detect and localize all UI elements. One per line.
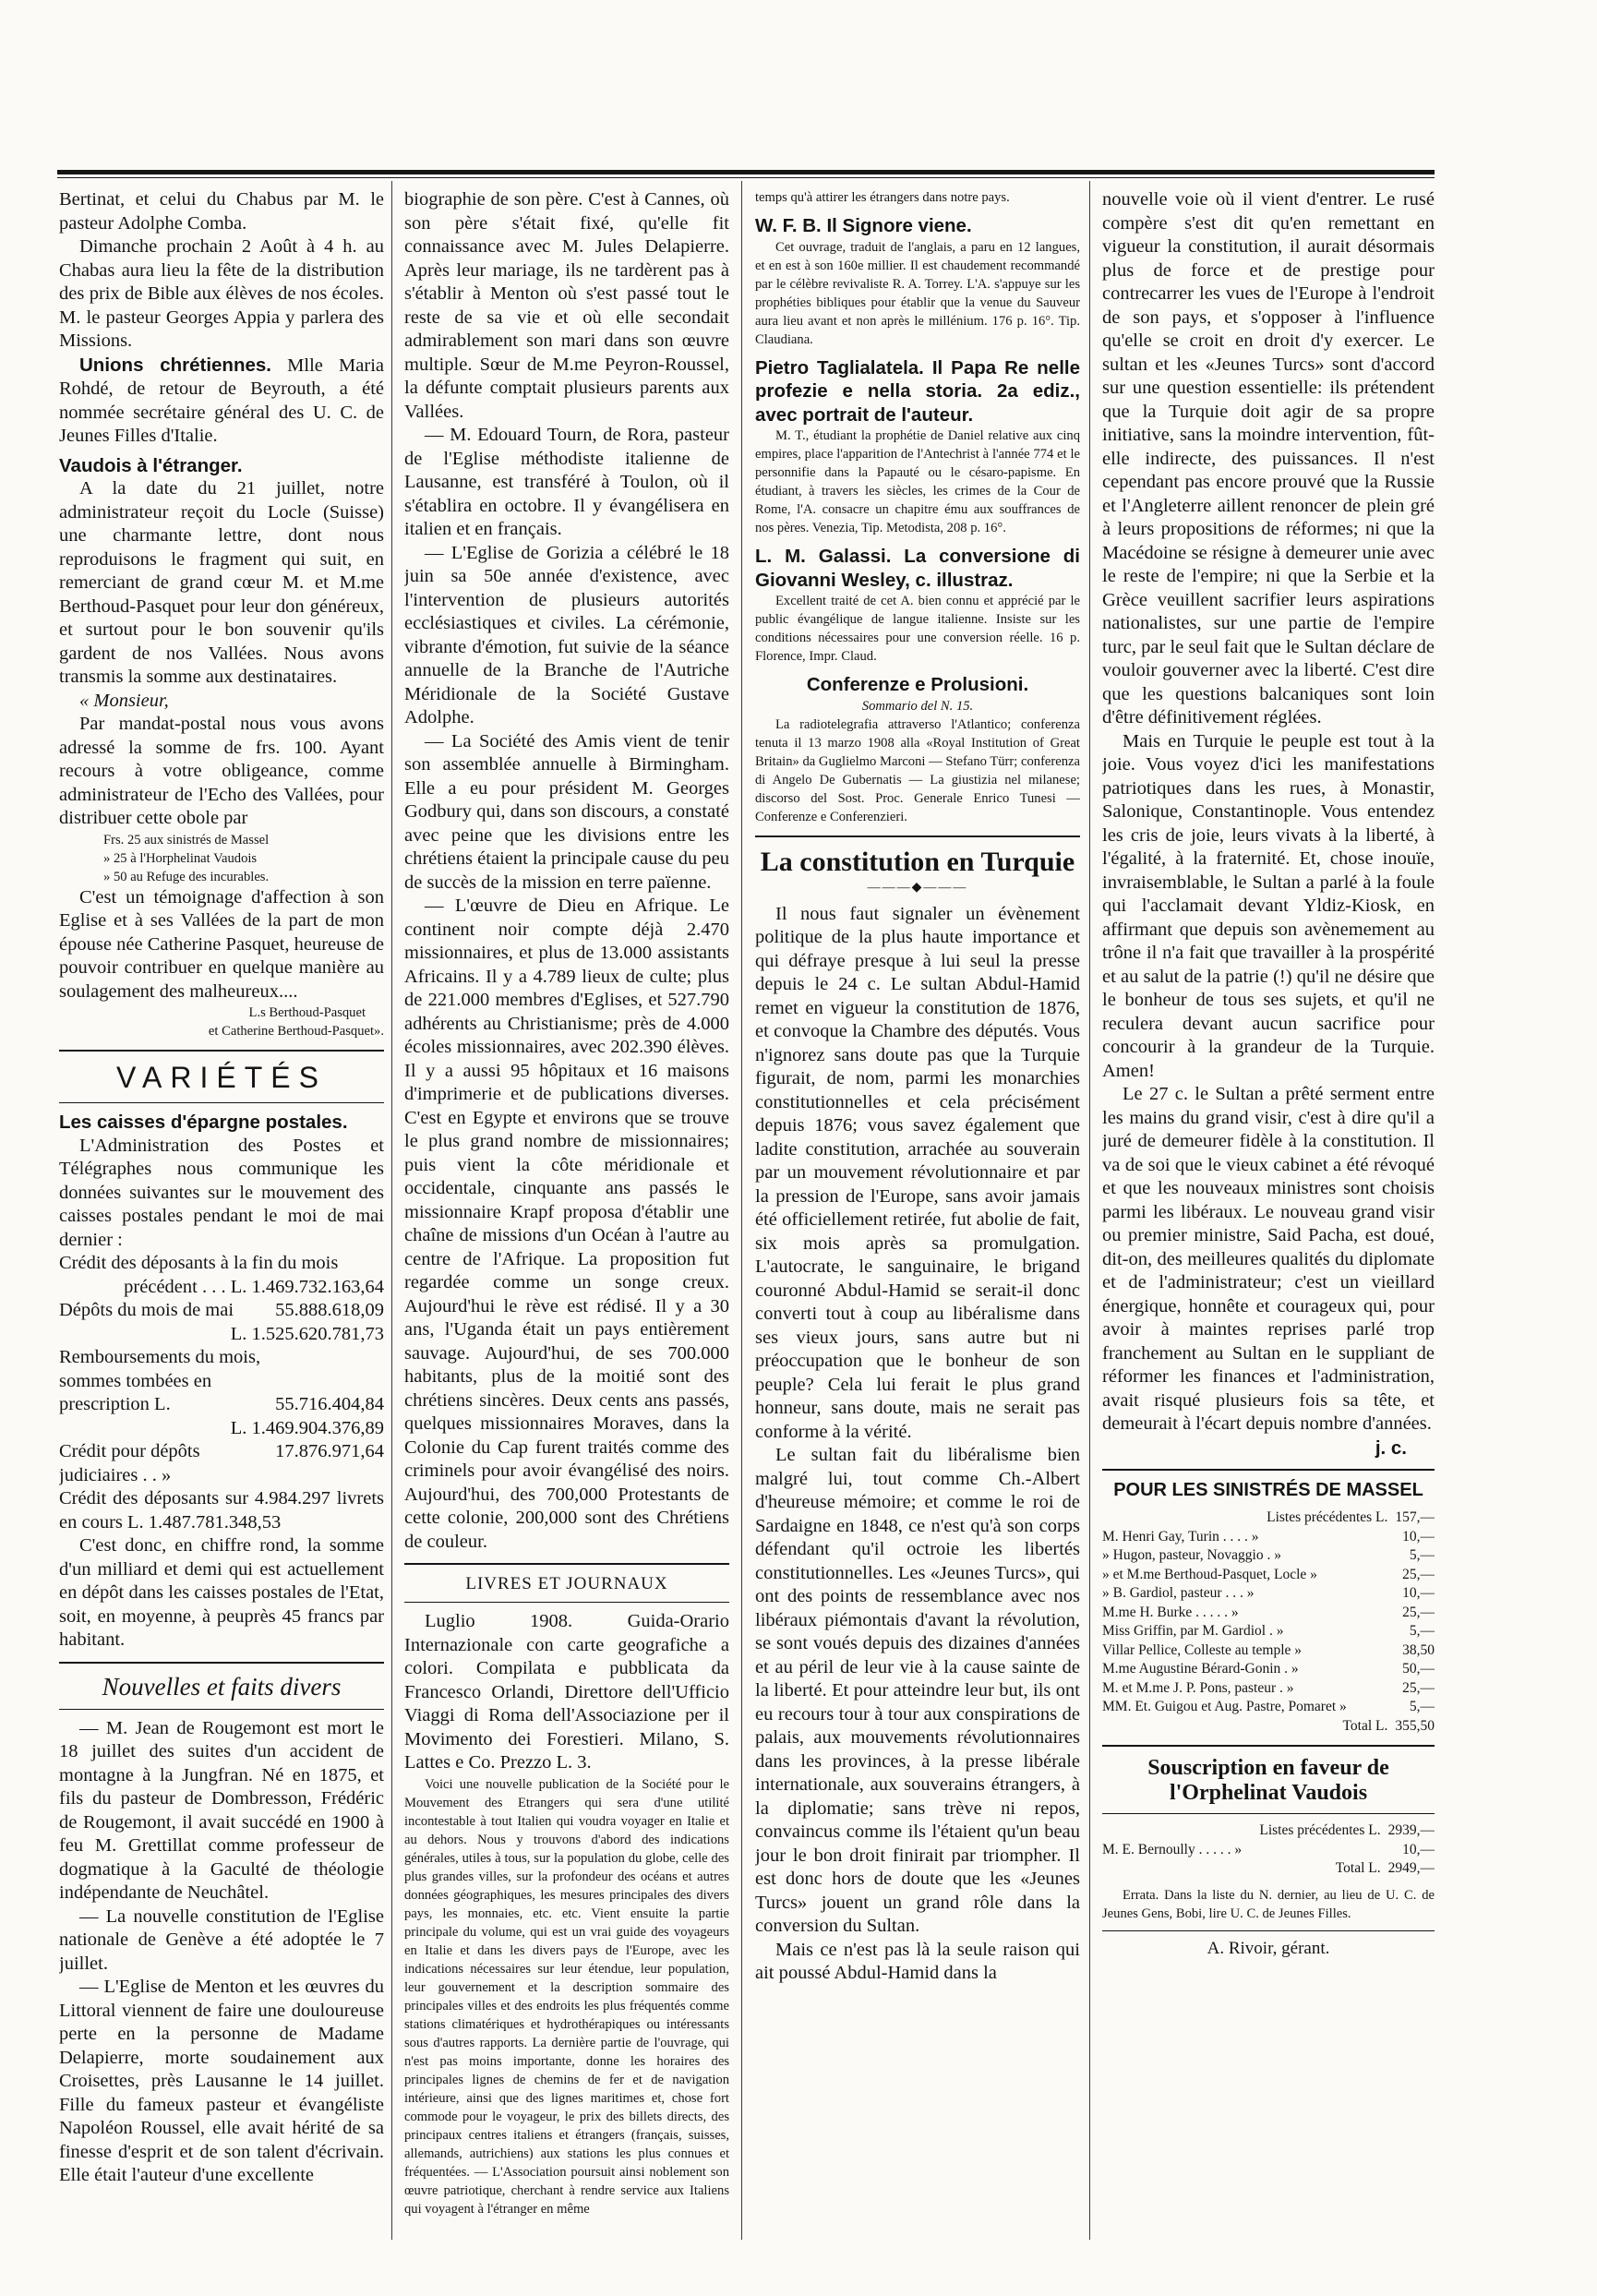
author-initials: j. c.	[1375, 1437, 1407, 1459]
row-value: 10,—	[1402, 1528, 1435, 1545]
orphelinat-heading: Souscription en faveur de l'Orphelinat Vaudois	[1147, 1756, 1389, 1805]
column-divider-1	[391, 181, 392, 2240]
section-rule	[1102, 1813, 1435, 1814]
massel-list	[1102, 1528, 1435, 1717]
book-subtitle: Sommario del N. 15.	[861, 698, 974, 714]
section-heading: Les caisses d'épargne postales.	[59, 1112, 348, 1133]
book-entry: Luglio 1908. Guida-Orario Internazionale con carte geografiche a colori. Compilata e pubblicata da Francesco Orlandi, Direttore dell'Ufficio Viaggi di Roma dell'Associazione per il Movimento dei Forestieri. Milano, S. Lattes e Co. Prezzo L. 3.	[404, 1611, 729, 1773]
ledger-line: précédent . . . L. 1.469.732.163,64	[124, 1276, 384, 1297]
book-title: W. F. B. Il Signore viene.	[755, 215, 972, 236]
book-review: M. T., étudiant la prophétie de Daniel relative aux cinq empires, place l'apparition de l'Antechrist à l'année 774 et le personnifie dans la Papauté ou le césaro-papisme. En étudiant, à travers les siècles, les crimes de la Cour de Rome, l'A. consacre un chapitre ému aux souffrances de nos pères. Venezia, Tip. Metodista, 208 p. 16°.	[755, 428, 1080, 535]
row-value: 25,—	[1402, 1679, 1435, 1696]
section-rule	[59, 1050, 384, 1052]
ledger-row	[59, 1346, 384, 1417]
row-label: M. et M.me J. P. Pons, pasteur . »	[1102, 1679, 1294, 1696]
row-label: » B. Gardiol, pasteur . . . »	[1102, 1585, 1255, 1601]
column-2	[404, 188, 729, 2218]
section-heading: Unions chrétiennes.	[79, 354, 271, 376]
unions-article	[59, 354, 384, 449]
row-label: » et M.me Berthoud-Pasquet, Locle »	[1102, 1566, 1317, 1582]
letter-salutation: « Monsieur,	[79, 690, 169, 711]
ledger-value: 55.888.618,09	[275, 1300, 384, 1320]
orph-total-row	[1102, 1859, 1435, 1879]
header-rule	[57, 170, 1435, 174]
article-text: C'est donc, en chiffre rond, la somme d'un milliard et demi qui est actuellement en dépôt dans les caisses postales de l'Etat, soit, en moyenne, à peuprès 45 francs par habitant.	[59, 1535, 384, 1650]
massel-prev-row	[1102, 1509, 1435, 1528]
heading-ornament: ———◆———	[867, 880, 968, 895]
gerant-line: A. Rivoir, gérant.	[1207, 1938, 1330, 1958]
news-item: — L'œuvre de Dieu en Afrique. Le continent noir compte déjà 2.470 missionnaires, et plus de 13.000 assistants Africains. Il y a 4.789 lieux de culte; plus de 221.000 membres d'Eglises, et 527.790 adhérents au Christianisme; près de 4.000 écoles missionnaires, avec 202.390 élèves. Il y a aussi 95 hôpitaux et 16 maisons d'imprimerie et de publications diverses. C'est en Egypte et environs que se trouve le plus grand nombre de missionnaires; puis vient la côte méridionale et occidentale, cinquante ans passés le missionnaire Krapf proposa d'établir une chaîne de missions d'un Océan à l'autre au centre de l'Afrique. La proposition fut regardée comme un songe creux. Aujourd'hui le rève est rédisé. Il y a 30 ans, l'Uganda était un pays entièrement sauvage. Aujourd'hui, de ses 700.000 habitants, plus de la moitié sont des chrétiens sincères. Deux cents ans passés, quelques missionnaires Moraves, dans la Colonie du Cap furent traités comme des criminels pour avoir évangélisé des noirs. Aujourd'hui, des 700,000 Protestants de cette colonie, 200,000 sont des Chrétiens de couleur.	[404, 896, 729, 1552]
orph-row	[1102, 1841, 1435, 1860]
massel-row	[1102, 1584, 1435, 1604]
row-label: Villar Pellice, Colleste au temple »	[1102, 1641, 1303, 1658]
livres-heading: LIVRES ET JOURNAUX	[465, 1574, 668, 1593]
section-rule	[404, 1563, 729, 1565]
row-value: 2939,—	[1387, 1822, 1435, 1838]
column-divider-3	[1089, 181, 1090, 2240]
article-text: Le 27 c. le Sultan a prêté serment entre les mains du grand visir, c'est à dire qu'il a juré de demeurer fidèle à la constitution. Il va de soi que le vieux cabinet a été révoqué et que les nouveaux ministres sont choisis parmi les libéraux. Le nouveau grand visir ou premier ministre, Said Pacha, est doué, dit-on, des meilleures qualités du diplomate et de l'administrateur; c'est un vieillard énergique, honnête et courageux qui, pour avoir à maintes reprises parlé trop franchement au Sultan en le suppliant de réformer les finances et l'administration, avait risqué plusieurs fois sa tête, et demeurait à l'écart depuis nombre d'années.	[1102, 1084, 1435, 1434]
book-title: Conferenze e Prolusioni.	[806, 674, 1029, 695]
row-label: MM. Et. Guigou et Aug. Pastre, Pomaret »	[1102, 1699, 1347, 1714]
massel-row	[1102, 1604, 1435, 1623]
article-text: Mais ce n'est pas là la seule raison qui ait poussé Abdul-Hamid dans la	[755, 1939, 1080, 1983]
book-title: Pietro Taglialatela. Il Papa Re nelle profezie e nella storia. 2a ediz., avec portrait de l'auteur.	[755, 356, 1080, 426]
massel-row	[1102, 1546, 1435, 1566]
section-rule	[59, 1102, 384, 1103]
errata-text: Errata. Dans la liste du N. dernier, au lieu de U. C. de Jeunes Gens, Bobi, lire U. C. de Jeunes Filles.	[1102, 1887, 1435, 1921]
news-item: — La nouvelle constitution de l'Eglise nationale de Genève a été adoptée le 7 juillet.	[59, 1905, 384, 1974]
massel-row	[1102, 1641, 1435, 1661]
massel-row	[1102, 1660, 1435, 1679]
turquie-heading: La constitution en Turquie	[760, 846, 1075, 877]
row-label: Listes précédentes L.	[1259, 1822, 1381, 1838]
row-value: 10,—	[1402, 1585, 1435, 1601]
news-item: — M. Edouard Tourn, de Rora, pasteur de l'Eglise méthodiste italienne de Lausanne, est transféré à Toulon, où il s'établira en octobre. Il y évangélisera en italien et en français.	[404, 425, 729, 539]
ledger-label: Dépôts du mois de mai	[59, 1300, 234, 1320]
list-item: Frs. 25 aux sinistrés de Massel	[103, 832, 270, 847]
book-review: Voici une nouvelle publication de la Société pour le Mouvement des Etrangers qui sera d'une utilité incontestable à tout Italien qui voudra voyager en Italie et au dehors. Nous y trouvons d'abord des indications générales, utiles à tous, sur la population du globe, celle des plus grandes villes, sur la profondeur des océans et autres données géographiques, les mesures principales des divers pays, les monnaies, etc. etc. Vient ensuite la partie principale du volume, qui est un vrai guide des voyageurs en Italie et dans les divers pays de l'Europe, avec les indications nécessaires sur leur étendue, leur population, leur gouvernement et la description sommaire des principales villes et des endroits les plus fréquentés comme stations climatériques et hydrothérapiques ou intéressants sous d'autres rapports. La dernière partie de l'ouvrage, qui n'est pas moins importante, donne les horaires des principales lignes de chemins de fer et de navigation intérieure, ainsi que des lignes maritimes et, chose fort commode pour le voyageur, le prix des billets directs, des principaux centres italiens et étrangers (français, suisses, allemands, autrichiens) aux stations les plus connues et fréquentées. — L'Association poursuit ainsi noblement son œuvre patriotique, cherchant à rendre service aux Italiens qui voyagent à l'étranger en même	[404, 1776, 729, 2217]
header-rule-thin	[57, 177, 1435, 178]
article-text: Bertinat, et celui du Chabus par M. le pasteur Adolphe Comba.	[59, 189, 384, 234]
article-text: Mlle Maria Rohdé, de retour de Beyrouth, a été nommée secrétaire général des U. C. de Jeunes Filles d'Italie.	[59, 355, 384, 446]
list-item: » 25 à l'Horphelinat Vaudois	[103, 850, 258, 866]
row-value: 157,—	[1395, 1509, 1435, 1525]
ledger-row	[59, 1440, 384, 1487]
ledger-line: L. 1.469.904.376,89	[230, 1417, 384, 1438]
row-label: » Hugon, pasteur, Novaggio . »	[1102, 1547, 1281, 1563]
ledger	[59, 1252, 384, 1534]
massel-row	[1102, 1528, 1435, 1547]
row-value: 10,—	[1402, 1841, 1435, 1857]
row-label: M. Henri Gay, Turin . . . . »	[1102, 1528, 1259, 1545]
column-divider-2	[741, 181, 742, 2240]
row-label: Total L.	[1342, 1717, 1388, 1734]
massel-row	[1102, 1566, 1435, 1585]
book-title: L. M. Galassi. La conversione di Giovanni Wesley, c. illustraz.	[755, 546, 1080, 591]
ledger-label: Remboursements du mois, sommes tombées en prescription L.	[59, 1347, 261, 1414]
massel-row	[1102, 1679, 1435, 1699]
article-text: biographie de son père. C'est à Cannes, où son père s'était fixé, qu'elle fit connaissance avec M. Jules Delapierre. Après leur mariage, ils ne tardèrent pas à s'établir à Menton où s'est passé tout le reste de sa vie et où elle secondait admirablement son mari dans son œuvre multiple. Sœur de M.me Peyron-Roussel, la défunte comptait plusieurs parents aux Vallées.	[404, 189, 729, 422]
news-item: — L'Eglise de Gorizia a célébré le 18 juin sa 50e année d'existence, avec l'intervention de plusieurs autorités ecclésiastiques et civiles. La cérémonie, vibrante d'émotion, fut suivie de la séance annuelle de la Branche de l'Autriche Méridionale de la Société Gustave Adolphe.	[404, 542, 729, 727]
massel-heading: POUR LES SINISTRÉS DE MASSEL	[1113, 1480, 1423, 1500]
article-text: L'Administration des Postes et Télégraphes nous communique les données suivantes sur le mouvement des caisses postales pendant le moi de mai dernier :	[59, 1135, 384, 1250]
article-text: Il nous faut signaler un évènement politique de la plus haute importance et qui défraye presque à lui seul la presse depuis le 24 c. Le sultan Abdul-Hamid remet en vigueur la constitution de 1876, et convoque la Chambre des députés. Vous n'ignorez sans doute pas que la Turquie figurait, de nom, parmi les monarchies constitutionnelles et cela précisément depuis 1876; vous savez également que ladite constitution, arrachée au souverain par un mouvement révolutionnaire et par la pression de l'Europe, sans avoir jamais été officiellement retirée, fut abolie de fait, six mois après sa promulgation. L'autocrate, le sanguinaire, le brigand couronné Abdul-Hamid se serait-il donc converti tout à coup au libéralisme dans ses vieux jours, sans autre but ni préoccupation que le bonheur de son peuple? Cela lui ferait le plus grand honneur, sans doute, mais ne serait pas conforme à la vérité.	[755, 903, 1080, 1442]
section-rule	[1102, 1469, 1435, 1471]
row-value: 2949,—	[1387, 1860, 1435, 1876]
nouvelles-heading: Nouvelles et faits divers	[102, 1672, 342, 1701]
section-rule	[1102, 1745, 1435, 1747]
column-3	[755, 188, 1080, 1986]
row-value: 25,—	[1402, 1604, 1435, 1620]
row-label: Miss Griffin, par M. Gardiol . »	[1102, 1623, 1284, 1639]
row-label: M. E. Bernoully . . . . . »	[1102, 1841, 1243, 1857]
column-1	[59, 188, 384, 2188]
section-rule	[59, 1662, 384, 1664]
varietes-heading: VARIÉTÉS	[116, 1061, 327, 1094]
section-rule	[755, 835, 1080, 837]
massel-total-row	[1102, 1717, 1435, 1737]
list-item: » 50 au Refuge des incurables.	[103, 869, 270, 884]
article-text: Le sultan fait du libéralisme bien malgré lui, tout comme Ch.-Albert d'heureuse mémoire; et comme le roi de Sardaigne en 1848, ce n'est qu'à son corps défendant qu'il octroie les libertés constitutionnelles. Les «Jeunes Turcs», qui ont des points de ressemblance avec nos libéraux piémontais d'avant la révolution, se sont voués depuis des dizaines d'années et au péril de leur vie à la cause sainte de la liberté. Et pour atteindre leur but, ils ont eu recours tour à tour aux conspirations de palais, aux mouvements révolutionnaires dans les provinces, à la presse libérale internationale, aux souverains étrangers, à la diplomatie; sans trève ni repos, convaincus comme ils l'étaient qu'un beau jour le bon droit finirait par triompher. Il est donc hors de doute que les «Jeunes Turcs» jouent un grand rôle dans la conversion du Sultan.	[755, 1445, 1080, 1936]
book-review: Cet ouvrage, traduit de l'anglais, a paru en 12 langues, et en est à son 160e millier. Il est chaudement recommandé par le célèbre revivaliste R. A. Torrey. L'A. s'appuye sur les prophéties bibliques pour établir que la venue du Sauveur aura lieu avant et non après le millénium. 176 p. 16°. Tip. Claudiana.	[755, 239, 1080, 347]
book-review: La radiotelegrafia attraverso l'Atlantico; conferenza tenuta il 13 marzo 1908 alla «Royal Institution of Great Britain» da Guglielmo Marconi — Stefano Türr; conferenza di Angelo De Gubernatis — La giustizia nel milanese; discorso del Sost. Proc. Generale Enrico Tunesi — Conferenze e Conferenzieri.	[755, 716, 1080, 824]
ledger-value: 17.876.971,64	[275, 1441, 384, 1461]
book-review: temps qu'à attirer les étrangers dans notre pays.	[755, 190, 1010, 205]
ledger-line: Crédit des déposants sur 4.984.297 livrets en cours L. 1.487.781.348,53	[59, 1488, 384, 1533]
letter-text: C'est un témoignage d'affection à son Eglise et à ses Vallées de la part de mon épouse née Catherine Pasquet, heureuse de pouvoir contribuer en quelque manière au soulagement des malheureux....	[59, 886, 384, 1002]
article-text: A la date du 21 juillet, notre administrateur reçoit du Locle (Suisse) une charmante lettre, dont nous reproduisons le fragment qui suit, en remerciant de grand cœur M. et M.me Berthoud-Pasquet pour leur don généreux, et surtout pour le bon souvenir qu'ils gardent de nos Vallées. Nous avons transmis la somme aux destinataires.	[59, 478, 384, 687]
section-rule	[59, 1709, 384, 1710]
ledger-value: 55.716.404,84	[275, 1394, 384, 1414]
news-item: — M. Jean de Rougemont est mort le 18 juillet des suites d'un accident de montagne à la Jungfran. Né en 1875, et fils du pasteur de Dombresson, Frédéric de Rougemont, il avait succédé en 1900 à feu M. Grettillat comme professeur de dogmatique à la Gaculté de théologie indépendante de Neuchâtel.	[59, 1717, 384, 1903]
ledger-row	[59, 1299, 384, 1323]
section-rule	[404, 1602, 729, 1603]
article-text: Dimanche prochain 2 Août à 4 h. au Chabas aura lieu la fête de la distribution des prix de Bible aux élèves de nos écoles. M. le pasteur Georges Appia y parlera des Missions.	[59, 236, 384, 351]
row-value: 5,—	[1409, 1547, 1435, 1563]
row-label: Listes précédentes L.	[1267, 1509, 1388, 1525]
row-value: 50,—	[1402, 1661, 1435, 1677]
row-label: Total L.	[1335, 1860, 1381, 1876]
row-value: 25,—	[1402, 1566, 1435, 1582]
ledger-line: L. 1.525.620.781,73	[230, 1323, 384, 1344]
row-value: 38,50	[1402, 1641, 1435, 1658]
row-value: 355,50	[1395, 1717, 1435, 1734]
row-label: M.me Augustine Bérard-Gonin . »	[1102, 1661, 1299, 1677]
ledger-line: Crédit des déposants à la fin du mois	[59, 1253, 339, 1273]
news-item: — L'Eglise de Menton et les œuvres du Littoral viennent de faire une douloureuse perte en la personne de Madame Delapierre, morte soudainement aux Croisettes, près Lausanne le 14 juillet. Fille du fameux pasteur et évangéliste Napoléon Roussel, elle avait hérité de sa finesse d'esprit et de son talent d'écrivain. Elle était l'auteur d'une excellente	[59, 1977, 384, 2185]
massel-row	[1102, 1698, 1435, 1717]
massel-row	[1102, 1622, 1435, 1641]
section-rule	[1102, 1930, 1435, 1931]
ledger-label: Crédit pour dépôts judiciaires . . »	[59, 1441, 200, 1485]
row-label: M.me H. Burke . . . . . »	[1102, 1604, 1239, 1620]
signature-line: L.s Berthoud-Pasquet	[248, 1005, 366, 1020]
row-value: 5,—	[1409, 1699, 1435, 1714]
orph-prev-row	[1102, 1821, 1435, 1841]
article-text: Mais en Turquie le peuple est tout à la joie. Vous voyez d'ici les manifestations patriotiques dans les rues, à Monastir, Salonique, Constantinople. Vous entendez les cris de joie, leurs vivats à la liberté, à l'égalité, à la fraternité. Et, chose inouïe, invraisemblable, le Sultan a parlé à la foule qui l'acclamait devant Yldiz-Kiosk, en affirmant que depuis son avènemement au trône il n'a fait que travailler à la prospérité et au salut de la patrie (!) qu'il ne désire que le bonheur de tous ses sujets, et qu'il ne reculera devant aucun sacrifice pour concourir à la grandeur de la Turquie. Amen!	[1102, 730, 1435, 1081]
letter-text: Par mandat-postal nous vous avons adressé la somme de frs. 100. Ayant recours à votre obligeance, comme administrateur de l'Echo des Vallées, pour distribuer cette obole par	[59, 714, 384, 828]
section-heading: Vaudois à l'étranger.	[59, 454, 243, 476]
signature-line: et Catherine Berthoud-Pasquet».	[208, 1024, 384, 1039]
book-review: Excellent traité de cet A. bien connu et apprécié par le public évangélique de langue italienne. Insiste sur les conditions nécessaires pour une conversion réelle. 16 p. Florence, Impr. Claud.	[755, 594, 1080, 664]
news-item: — La Société des Amis vient de tenir son assemblée annuelle à Birmingham. Elle a eu pour président M. Georges Godbury qui, dans son discours, a constaté avec peine que les divisions entre les chrétiens étaient la principale cause du peu de succès de la mission en terre païenne.	[404, 730, 729, 893]
row-value: 5,—	[1409, 1623, 1435, 1639]
article-text: nouvelle voie où il vient d'entrer. Le rusé compère s'est dit qu'en remettant en vigueur la constitution, il aurait désormais plus de force et de prestige pour contrecarrer les vues de l'Europe à l'endroit de son pays, et s'opposer à l'influence qu'elle se croit en droit d'y exercer. Le sultan et les «Jeunes Turcs» sont d'accord sur une question essentielle: ils prétendent que la Turquie doit agir de sa propre initiative, sans la moindre intervention, fût-elle indirecte, des puissances. Il n'est cependant pas encore prouvé que la Russie et l'Angleterre aillent renoncer de plein gré à leurs propositions de réformes; ni que la Macédoine se résigne à demeurer unie avec le reste de l'empire; ni que la Serbie et la Grèce veuillent sacrifier leurs aspirations nationalistes, sur une partie de l'empire turc, par le seul fait que le Sultan déclare de vouloir gouverner avec la liberté. C'est dire que les questions balcaniques sont loin d'être définitivement réglées.	[1102, 189, 1435, 727]
column-4	[1102, 188, 1435, 1959]
